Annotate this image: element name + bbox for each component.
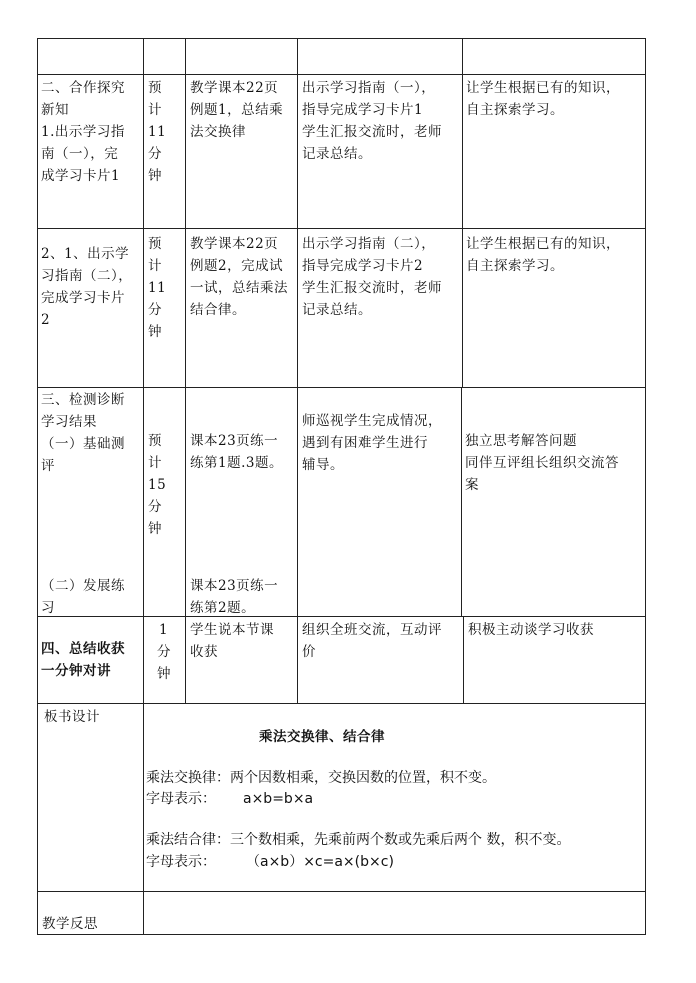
content-text: 课本23页练一 [190,433,279,449]
content-text: 一试，总结乘法 [190,280,288,296]
student-text: 让学生根据已有的知识， [466,236,620,252]
content-text: 练第2题。 [190,600,256,616]
col-divider [297,38,298,703]
time-text: 计 [148,455,162,471]
col-divider [143,38,144,935]
student-text: 同伴互评组长组织交流答 [465,455,619,471]
board-line: 乘法结合律：三个数相乘，先乘前两个数或先乘后两个 数，积不变。 [146,832,571,848]
content-text: 教学课本22页 [190,80,279,96]
stage-text: 完成学习卡片 [41,290,125,306]
board-title: 乘法交换律、结合律 [259,729,385,745]
time-text: 钟 [148,521,162,537]
col-divider [463,616,464,703]
stage-text: 习指南（二）， [41,268,133,284]
teacher-text: 指导完成学习卡片2 [302,258,424,274]
content-text: 课本23页练一 [190,578,279,594]
content-text: 学生说本节课 [190,622,274,638]
col-divider [461,388,462,616]
stage-text: 二、合作探究 [41,80,125,96]
board-line-label: 字母表示： [146,791,216,807]
time-text: 计 [148,102,162,118]
board-label: 板书设计 [44,709,100,725]
time-text: 1 [159,622,169,638]
teacher-text: 学生汇报交流时，老师 [302,124,442,140]
teacher-text: 出示学习指南（二）， [302,236,436,252]
time-text: 预 [148,80,162,96]
content-text: 例题2，完成试 [190,258,284,274]
row-divider [37,703,646,704]
col-divider [185,38,186,387]
board-line-label: 字母表示： [146,854,216,870]
stage-text: （二）发展练 [41,578,125,594]
content-text: 例题1，总结乘 [190,102,284,118]
time-text: 15 [148,477,167,493]
student-text: 积极主动谈学习收获 [468,622,594,638]
row-divider [37,228,646,229]
stage-text: 成学习卡片1 [41,168,121,184]
time-text: 预 [148,236,162,252]
content-text: 收获 [190,644,218,660]
row-divider [37,616,646,617]
teacher-text: 记录总结。 [302,146,372,162]
time-text: 分 [148,302,162,318]
stage-text: 四、总结收获 [41,641,125,657]
teacher-text: 记录总结。 [302,302,372,318]
stage-text: （一）基础测 [41,436,125,452]
col-divider [185,387,186,703]
row-divider [37,891,646,892]
time-text: 分 [148,499,162,515]
time-text: 分 [148,146,162,162]
stage-text: 学习结果 [41,414,97,430]
content-text: 结合律。 [190,302,246,318]
student-text: 自主探索学习。 [466,258,564,274]
student-text: 案 [465,477,479,493]
time-text: 分 [157,644,171,660]
stage-text: 南（一），完 [41,146,119,162]
board-formula: a×b=b×a [243,791,314,807]
stage-text: 2、1、出示学 [41,246,130,262]
content-text: 教学课本22页 [190,236,279,252]
time-text: 计 [148,258,162,274]
teacher-text: 师巡视学生完成情况， [302,413,442,429]
row-divider [37,387,646,388]
teacher-text: 指导完成学习卡片1 [302,102,424,118]
content-text: 练第1题.3题。 [190,455,283,471]
teacher-text: 价 [302,644,316,660]
time-text: 预 [148,433,162,449]
stage-text: 评 [41,458,55,474]
teacher-text: 遇到有困难学生进行 [302,435,428,451]
stage-text: 1.出示学习指 [41,124,125,140]
time-text: 钟 [148,168,162,184]
board-formula: （a×b）×c=a×(b×c) [246,854,394,870]
teacher-text: 学生汇报交流时，老师 [302,280,442,296]
teacher-text: 组织全班交流，互动评 [302,622,442,638]
stage-text: 三、检测诊断 [41,392,125,408]
reflection-label: 教学反思 [42,916,98,932]
col-divider [462,38,463,388]
student-text: 让学生根据已有的知识， [466,80,620,96]
table-border-right [645,38,646,935]
stage-text: 习 [41,600,55,616]
stage-text: 一分钟对讲 [41,663,111,679]
stage-text: 2 [41,312,51,328]
time-text: 钟 [157,666,171,682]
table-border-top [37,38,646,39]
row-divider [37,74,646,75]
table-border-bottom [37,934,646,935]
stage-text: 新知 [41,102,69,118]
teacher-text: 出示学习指南（一）， [302,80,436,96]
time-text: 11 [148,124,167,140]
table-border-left [37,38,38,935]
teacher-text: 辅导。 [302,457,344,473]
board-line: 乘法交换律：两个因数相乘，交换因数的位置，积不变。 [146,770,496,786]
time-text: 钟 [148,324,162,340]
student-text: 独立思考解答问题 [465,433,577,449]
content-text: 法交换律 [190,124,246,140]
student-text: 自主探索学习。 [466,102,564,118]
time-text: 11 [148,280,167,296]
